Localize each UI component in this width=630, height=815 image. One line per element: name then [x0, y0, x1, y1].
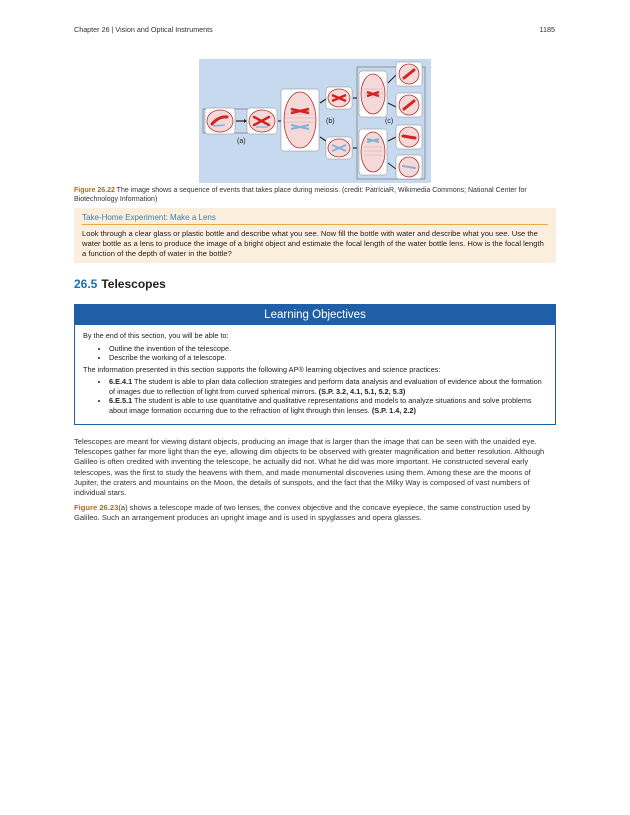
learning-objectives-content [75, 325, 555, 421]
arrow-head [244, 119, 247, 123]
paragraph-2-text: (a) shows a telescope made of two lenses, the convex objective and the concave eyepiece, the same construction used by Galileo. Such an arrangement produces an upright image and is used in spyglasses and opera glasses. [74, 503, 531, 523]
list-item: • Outline the invention of the telescope. [109, 344, 547, 354]
section-title-text: Telescopes [101, 277, 166, 291]
arrow [320, 99, 326, 103]
objectives-intro: By the end of this section, you will be able to: [83, 331, 229, 340]
cell-3 [284, 92, 316, 148]
ap-text: The student is able to plan data collection strategies and perform data analysis and evaluation of evidence about the formation of images due to reflection of light from curved spherical mirrors. [109, 377, 542, 396]
figure-link[interactable]: Figure 26.23 [74, 503, 119, 512]
figure-caption-text: The image shows a sequence of events that takes place during meiosis. (credit: PatríciaR, Wikimedia Commons; National Center for Biotechnology Information) [74, 187, 527, 203]
ap-code: 6.E.5.1 [109, 396, 133, 405]
chromosome [213, 125, 225, 126]
section-heading [74, 277, 166, 291]
chromosome [403, 136, 415, 138]
learning-objectives-heading: Learning Objectives [75, 305, 555, 325]
figure-caption-label: Figure 26.22 [74, 187, 115, 194]
list-item [109, 377, 547, 396]
objectives-list [83, 344, 547, 363]
body-paragraph-1: Telescopes are meant for viewing distant objects, producing an image that is larger than the image that can be seen with the unaided eye. Telescopes gather far more light than the eye, allowing dim objects to be observed with greater magnification and better resolution. Although Galileo is often credited with inventing the telescope, he actually did not. What he did was more important. He constructed several early telescopes, was the first to study the heavens with them, and made monumental discoveries using them. Among these are the moons of Jupiter, the craters and mountains on the Moon, the details of sunspots, and the fact that the Milky Way is composed of vast numbers of individual stars. [74, 437, 545, 498]
body-paragraph-2 [74, 503, 556, 523]
page-header [74, 25, 555, 34]
ap-objectives-list [83, 377, 547, 415]
list-item: • Describe the working of a telescope. [109, 353, 547, 363]
experiment-title: Take-Home Experiment: Make a Lens [82, 213, 548, 225]
take-home-experiment-box [74, 208, 556, 263]
label-b: (b) [326, 118, 335, 125]
cell-c2 [361, 132, 385, 172]
ap-text: The student is able to use quantitative and qualitative representations and models to analyze situations and solve problems about image formation occurring due to the refraction of light through thin lenses. [109, 396, 532, 415]
ap-practice: (S.P. 1.4, 2.2) [371, 405, 416, 415]
experiment-body: Look through a clear glass or plastic bottle and describe what you see. Now fill the bottle with water and describe what you see. Use the water bottle as a lens to produce the image of a bright object and estimate the focal length of the water bottle lens. How is the focal length a function of the depth of water in the bottle? [82, 229, 544, 258]
figure-caption [74, 186, 556, 204]
page-number: 1185 [539, 25, 555, 34]
ap-practice: (S.P. 3.2, 4.1, 5.1, 5.2, 5.3) [318, 386, 406, 396]
chapter-title: Chapter 26 | Vision and Optical Instruments [74, 25, 213, 34]
ap-intro: The information presented in this section supports the following AP® learning objectives and science practices: [83, 364, 441, 374]
arrow [320, 137, 326, 141]
section-number: 26.5 [74, 277, 98, 291]
label-c: (c) [385, 118, 394, 125]
meiosis-figure [199, 59, 431, 183]
label-a: (a) [237, 138, 246, 145]
cell-1 [207, 110, 233, 132]
meiosis-diagram [199, 59, 431, 183]
learning-objectives-box [74, 304, 556, 425]
ap-code: 6.E.4.1 [109, 377, 133, 386]
list-item [109, 396, 547, 415]
